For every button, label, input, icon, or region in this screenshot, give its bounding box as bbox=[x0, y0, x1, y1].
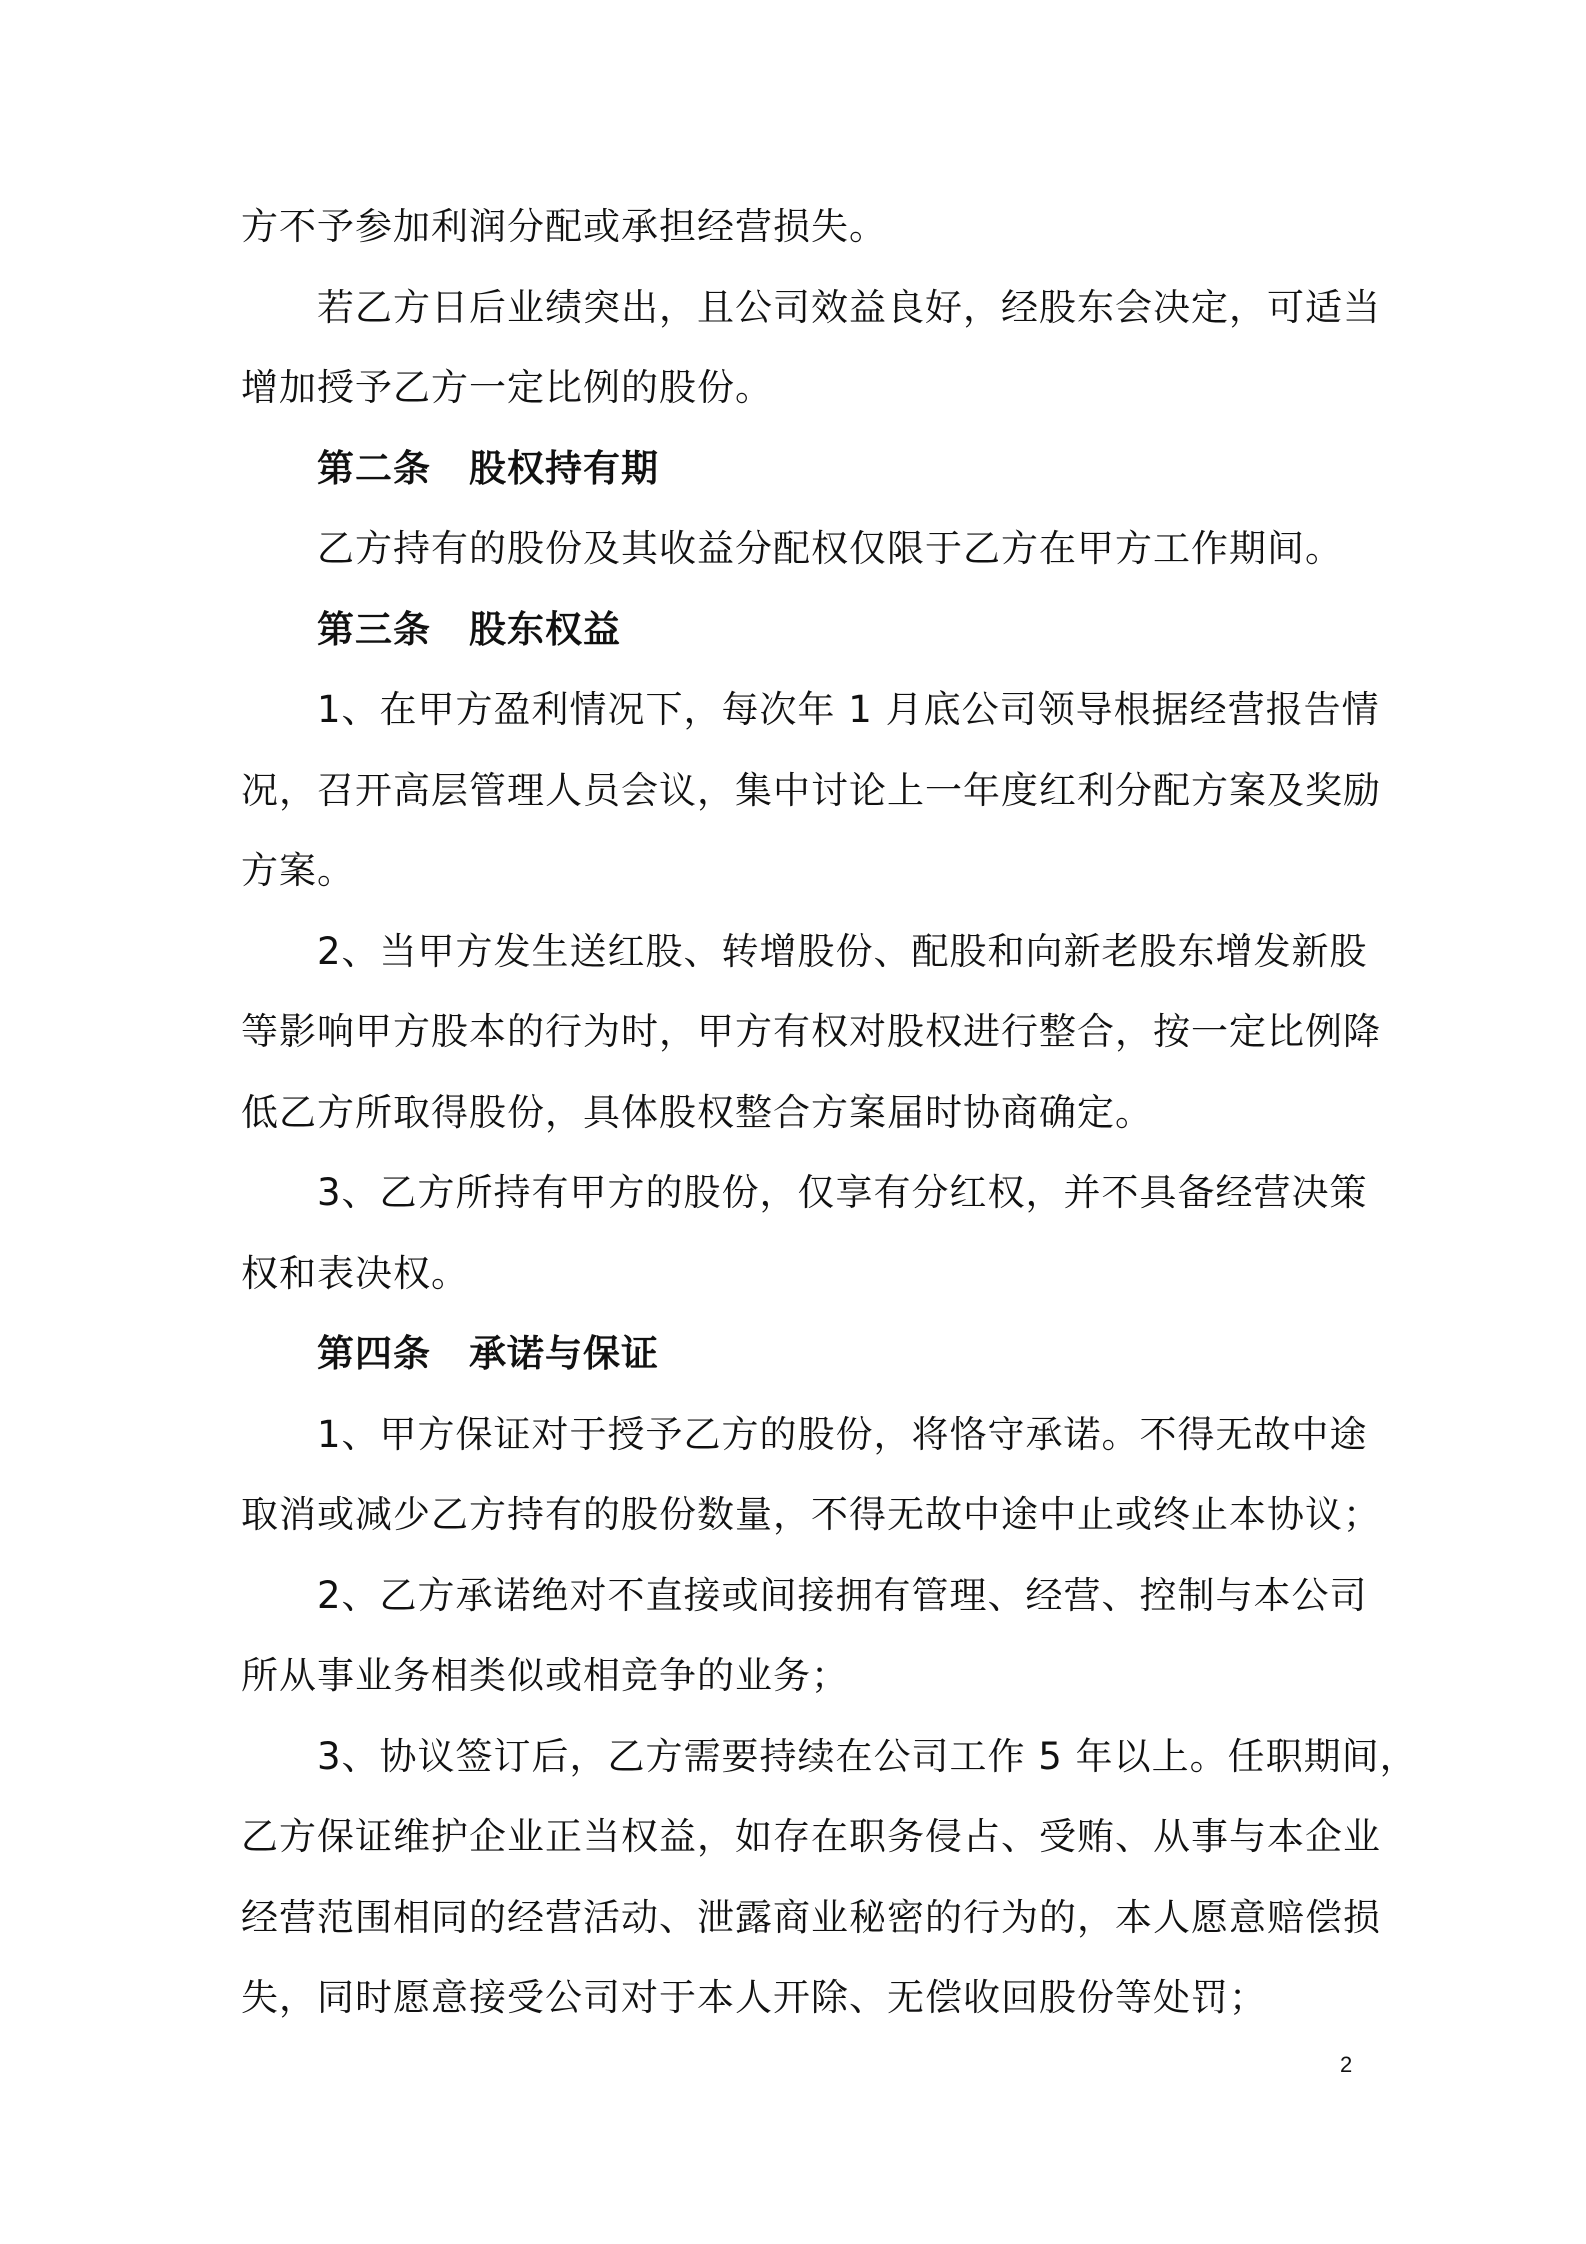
text-line: 低乙方所取得股份，具体股权整合方案届时协商确定。 bbox=[241, 1091, 1153, 1134]
text-line: 乙方持有的股份及其收益分配权仅限于乙方在甲方工作期间。 bbox=[317, 527, 1343, 570]
text-line: 等影响甲方股本的行为时，甲方有权对股权进行整合，按一定比例降 bbox=[241, 1010, 1381, 1053]
text-line: 3、协议签订后，乙方需要持续在公司工作 5 年以上。任职期间， bbox=[317, 1735, 1418, 1778]
text-line: 增加授予乙方一定比例的股份。 bbox=[241, 366, 773, 409]
page-number: 2 bbox=[1340, 2052, 1353, 2077]
text-line: 方不予参加利润分配或承担经营损失。 bbox=[241, 205, 887, 248]
text-line: 若乙方日后业绩突出，且公司效益良好，经股东会决定，可适当 bbox=[317, 286, 1381, 329]
text-line: 2、乙方承诺绝对不直接或间接拥有管理、经营、控制与本公司 bbox=[317, 1574, 1368, 1617]
text-line: 1、甲方保证对于授予乙方的股份，将恪守承诺。不得无故中途 bbox=[317, 1413, 1368, 1456]
text-line: 经营范围相同的经营活动、泄露商业秘密的行为的，本人愿意赔偿损 bbox=[241, 1896, 1381, 1939]
text-line: 方案。 bbox=[241, 849, 355, 892]
text-line: 3、乙方所持有甲方的股份，仅享有分红权，并不具备经营决策 bbox=[317, 1171, 1368, 1214]
text-line: 况，召开高层管理人员会议，集中讨论上一年度红利分配方案及奖励 bbox=[241, 769, 1381, 812]
text-line: 权和表决权。 bbox=[241, 1252, 469, 1295]
text-line: 取消或减少乙方持有的股份数量，不得无故中途中止或终止本协议； bbox=[241, 1493, 1381, 1536]
text-line: 1、在甲方盈利情况下，每次年 1 月底公司领导根据经营报告情 bbox=[317, 688, 1380, 731]
section-heading: 第四条 承诺与保证 bbox=[317, 1332, 659, 1375]
text-line: 乙方保证维护企业正当权益，如存在职务侵占、受贿、从事与本企业 bbox=[241, 1815, 1381, 1858]
section-heading: 第三条 股东权益 bbox=[317, 608, 621, 651]
text-line: 2、当甲方发生送红股、转增股份、配股和向新老股东增发新股 bbox=[317, 930, 1368, 973]
section-heading: 第二条 股权持有期 bbox=[317, 447, 659, 490]
text-line: 失，同时愿意接受公司对于本人开除、无偿收回股份等处罚； bbox=[241, 1976, 1267, 2019]
text-line: 所从事业务相类似或相竞争的业务； bbox=[241, 1654, 849, 1697]
